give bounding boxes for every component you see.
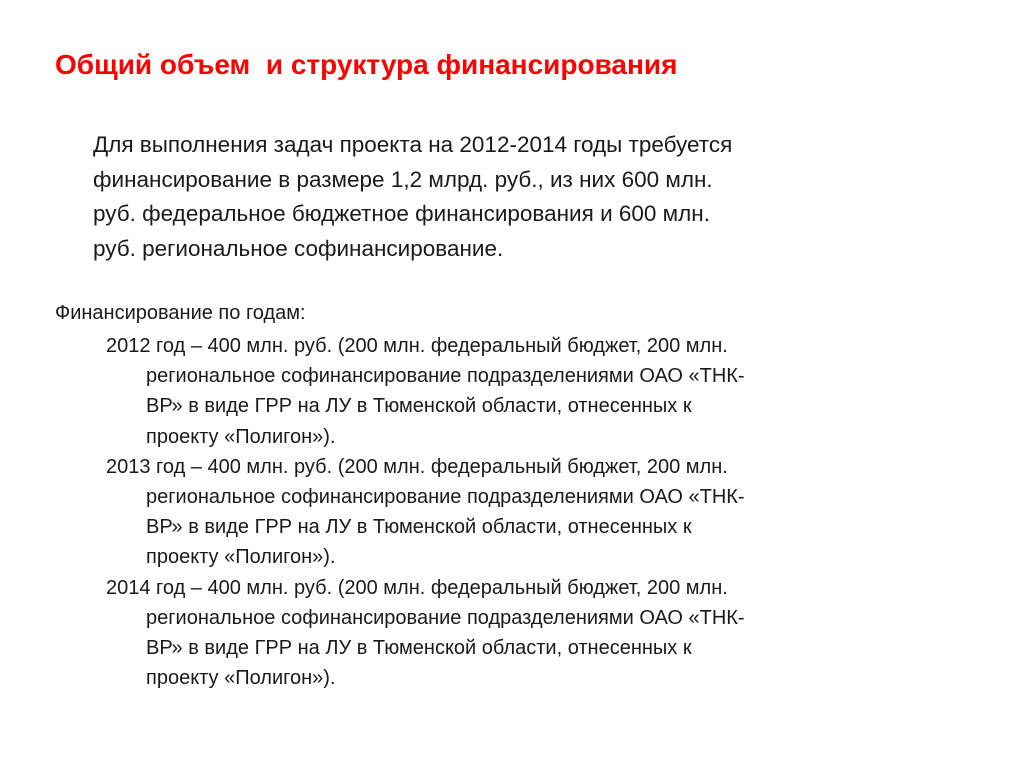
slide-title: Общий объем и структура финансирования	[55, 49, 678, 80]
year-line: региональное софинансирование подразделениями ОАО «ТНК-	[146, 486, 745, 509]
intro-line: финансирование в размере 1,2 млрд. руб., из них 600 млн.	[93, 166, 713, 192]
year-line: ВР» в виде ГРР на ЛУ в Тюменской области, отнесенных к	[146, 516, 692, 539]
year-line: проекту «Полигон»).	[146, 425, 336, 448]
intro-paragraph	[93, 128, 923, 266]
year-list	[106, 331, 946, 693]
year-line: 2013 год – 400 млн. руб. (200 млн. федеральный бюджет, 200 млн.	[106, 455, 728, 478]
year-line: проекту «Полигон»).	[146, 546, 336, 569]
year-line: региональное софинансирование подразделениями ОАО «ТНК-	[146, 606, 745, 629]
year-line: ВР» в виде ГРР на ЛУ в Тюменской области, отнесенных к	[146, 395, 692, 418]
years-heading: Финансирование по годам:	[55, 302, 306, 324]
year-item-2013	[106, 452, 946, 573]
year-line: 2012 год – 400 млн. руб. (200 млн. федеральный бюджет, 200 млн.	[106, 335, 728, 357]
year-item-2014	[106, 573, 946, 694]
intro-line: руб. федеральное бюджетное финансирования и 600 млн.	[93, 201, 710, 226]
year-line: проекту «Полигон»).	[146, 667, 336, 690]
year-item-2012	[106, 331, 946, 452]
year-line: ВР» в виде ГРР на ЛУ в Тюменской области, отнесенных к	[146, 637, 692, 660]
year-line: региональное софинансирование подразделениями ОАО «ТНК-	[146, 365, 745, 388]
year-line: 2014 год – 400 млн. руб. (200 млн. федеральный бюджет, 200 млн.	[106, 576, 728, 599]
intro-line: Для выполнения задач проекта на 2012-2014 годы требуется	[93, 132, 733, 157]
intro-line: руб. региональное софинансирование.	[93, 235, 504, 261]
